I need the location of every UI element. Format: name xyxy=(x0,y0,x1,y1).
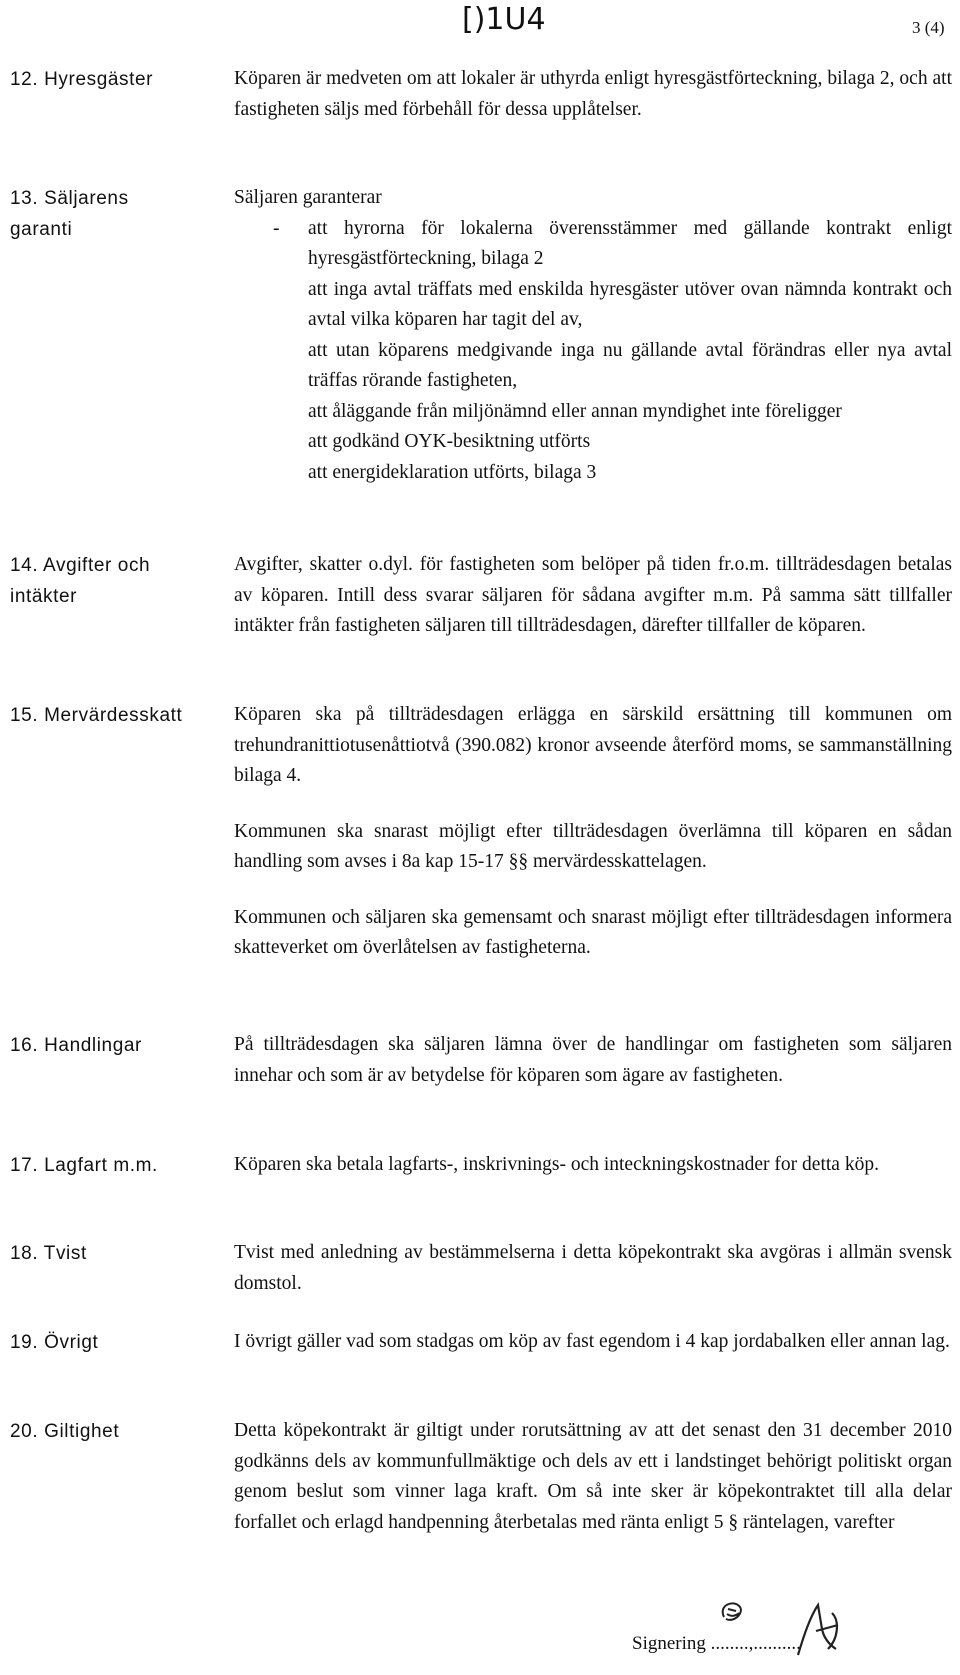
list-item: att utan köparens medgivande inga nu gällande avtal förändras eller nya avtal träffas rörande fastigheten, xyxy=(308,339,952,391)
paragraph: Avgifter, skatter o.dyl. för fastigheten som belöper på tiden fr.o.m. tillträdesdagen betalas av köparen. Intill dess svarar säljaren för sådana avgifter m.m. På samma sätt tillfaller intäkter från fastigheten säljaren till tillträdesdagen, därefter tillfaller de köparen. xyxy=(234,554,952,636)
signing-label: Signering xyxy=(632,1633,706,1654)
paragraph: På tillträdesdagen ska säljaren lämna över de handlingar om fastigheten som säljaren innehar och som är av betydelse för köparen som ägare av fastigheten. xyxy=(234,1034,952,1086)
list-item: - att hyrorna för lokalerna överensstämmer med gällande kontrakt enligt hyresgästförteckning, bilaga 2 xyxy=(234,214,952,275)
paragraph: Kommunen och säljaren ska gemensamt och snarast möjligt efter tillträdesdagen informera skatteverket om överlåtelsen av fastigheterna. xyxy=(234,906,952,958)
section-body xyxy=(234,1150,952,1181)
dash-marker: - xyxy=(273,217,280,239)
section-body xyxy=(234,1238,952,1299)
section-label: 12. Hyresgäster xyxy=(10,69,154,90)
list-item: att åläggande från miljönämnd eller annan myndighet inte föreligger xyxy=(308,400,842,422)
section-body xyxy=(234,1416,952,1538)
section-label: 17. Lagfart m.m. xyxy=(10,1155,158,1176)
section-body xyxy=(234,550,952,642)
paragraph: Kommunen ska snarast möjligt efter tillträdesdagen överlämna till köparen en sådan handling som avses i 8a kap 15-17 §§ mervärdesskattelagen. xyxy=(234,820,952,872)
section-label: 16. Handlingar xyxy=(10,1035,142,1056)
list-item: att energideklaration utförts, bilaga 3 xyxy=(308,461,597,483)
section-body xyxy=(234,1327,952,1358)
list-item: att inga avtal träffats med enskilda hyresgäster utöver ovan nämnda kontrakt och avtal vilka köparen har tagit del av, xyxy=(308,278,952,330)
paragraph: Detta köpekontrakt är giltigt under rorutsättning av att det senast den 31 december 2010 godkänns dels av kommunfullmäktige och dels av ett i landstinget behörigt politiskt organ genom beslut som vinner laga kraft. Om så inte sker är köpekontraktet till alla delar forfallet och erlagd handpenning återbetalas med ränta enligt 5 § räntelagen, varefter xyxy=(234,1420,952,1533)
paragraph: Tvist med anledning av bestämmelserna i detta köpekontrakt ska avgöras i allmän svensk domstol. xyxy=(234,1242,952,1294)
section-label: 13. Säljarens garanti xyxy=(10,188,129,240)
paragraph: Köparen ska betala lagfarts-, inskrivnings- och inteckningskostnader for detta köp. xyxy=(234,1154,879,1175)
paragraph: Köparen är medveten om att lokaler är uthyrda enligt hyresgästförteckning, bilaga 2, och att fastigheten säljs med förbehåll för dessa upplåtelser. xyxy=(234,68,952,120)
section-label: 15. Mervärdesskatt xyxy=(10,705,183,726)
list-item: att godkänd OYK-besiktning utförts xyxy=(308,431,591,452)
section-body xyxy=(234,64,952,125)
section-label: 19. Övrigt xyxy=(10,1332,99,1353)
section-body xyxy=(234,1030,952,1091)
section-label: 20. Giltighet xyxy=(10,1421,120,1442)
page-number: 3 (4) xyxy=(912,18,945,37)
signing-dots: ........,.......... xyxy=(710,1633,801,1654)
paragraph: Köparen ska på tillträdesdagen erlägga en särskild ersättning till kommunen om trehundranittiotusenåttiotvå (390.082) kronor avseende återförd moms, se sammanställning bilaga 4. xyxy=(234,704,952,786)
handwritten-initials xyxy=(712,1595,912,1665)
guarantee-list xyxy=(234,214,952,489)
section-body xyxy=(234,183,952,488)
paragraph: I övrigt gäller vad som stadgas om köp av fast egendom i 4 kap jordabalken eller annan lag. xyxy=(234,1331,950,1352)
section-body xyxy=(234,700,952,964)
section-label: 18. Tvist xyxy=(10,1243,87,1264)
intro-text: Säljaren garanterar xyxy=(234,187,382,208)
header-mark: [)1U4 xyxy=(462,2,546,37)
section-label: 14. Avgifter och intäkter xyxy=(10,555,151,607)
